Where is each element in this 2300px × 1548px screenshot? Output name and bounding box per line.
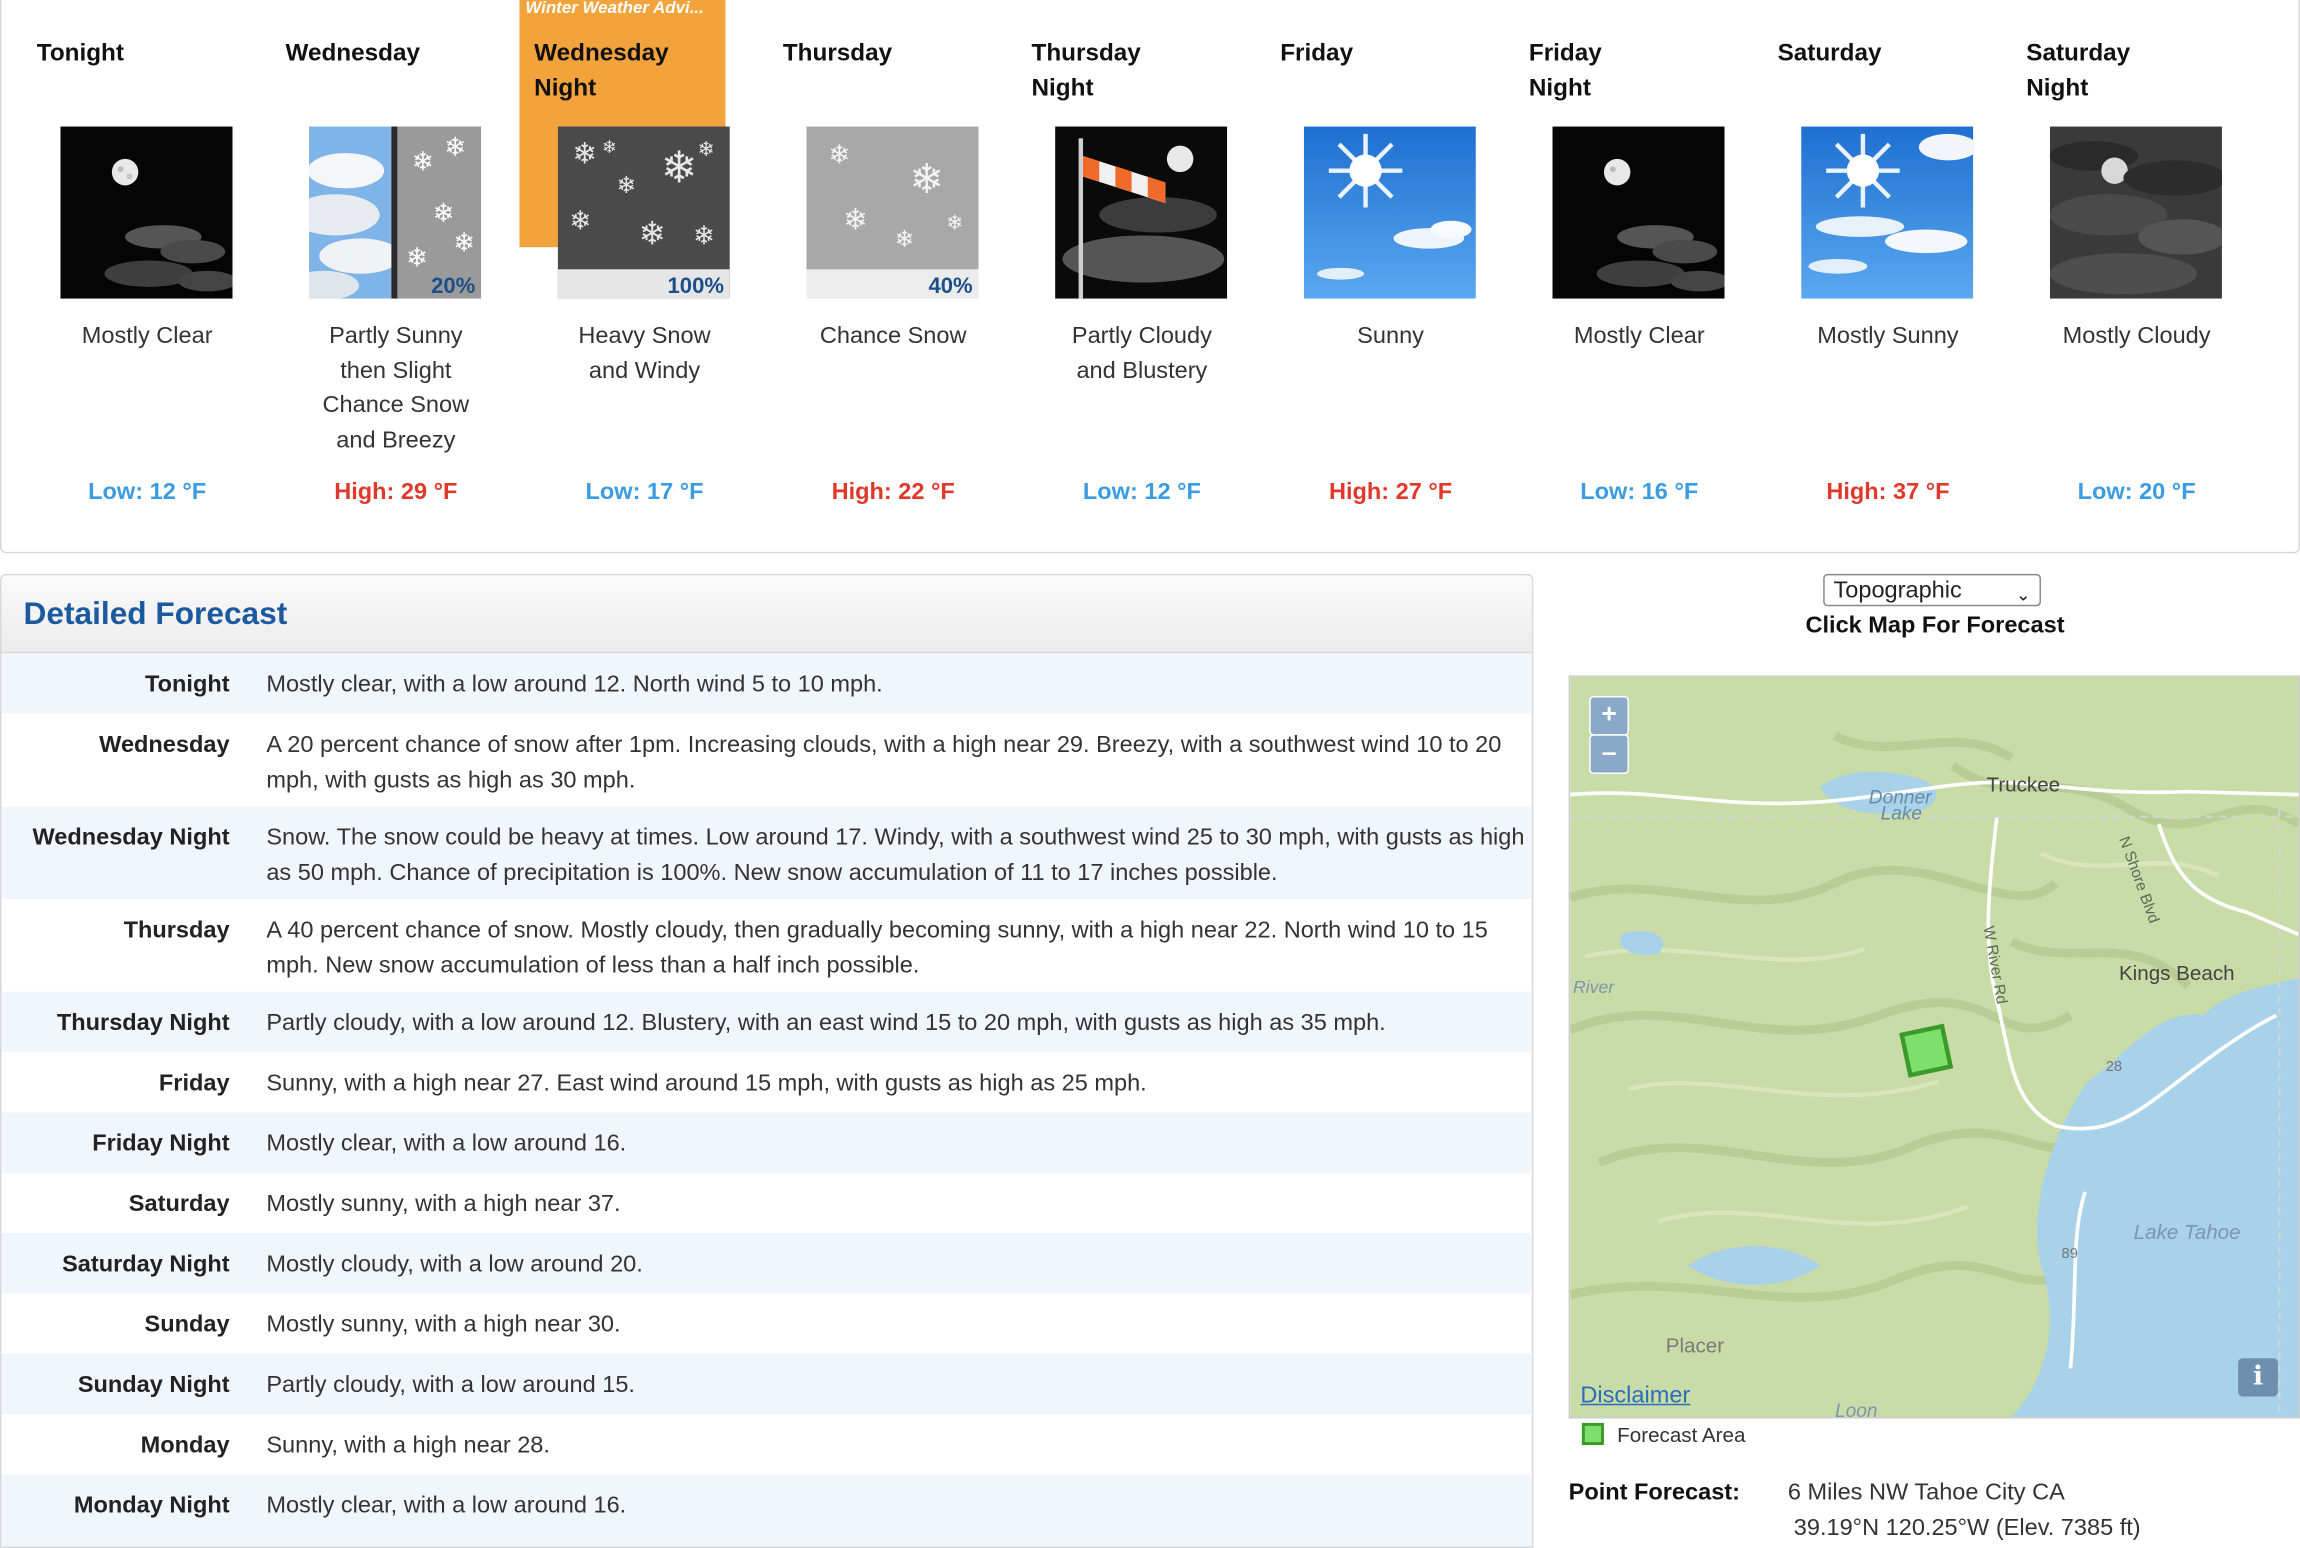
short-forecast: Partly Cloudy and Blustery [1071,323,1212,384]
short-forecast: Partly Sunny then Slight Chance Snow and Breezy [322,323,470,453]
forecast-row-text: Mostly clear, with a low around 16. [266,1131,627,1157]
svg-text:W River Rd: W River Rd [1979,924,2011,1006]
short-forecast: Mostly Cloudy [2062,323,2211,349]
short-forecast: Mostly Sunny [1817,323,1959,349]
mostly-sunny-icon[interactable] [1801,127,1973,299]
forecast-row [1,1293,1531,1353]
sun-clouds-to-snow-icon[interactable] [309,127,481,299]
forecast-row-label: Friday Night [92,1131,230,1157]
short-forecast: Sunny [1357,323,1424,349]
forecast-row-label: Saturday [128,1191,230,1217]
map-type-select[interactable] [1823,574,2041,606]
svg-text:Truckee: Truckee [1986,773,2061,797]
forecast-row [1,1233,1531,1293]
point-forecast-coords: 39.19°N 120.25°W (Elev. 7385 ft) [1793,1515,2141,1541]
forecast-row-label: Tonight [145,672,230,698]
period-name: Wednesday Night [534,39,669,102]
forecast-row-text: A 40 percent chance of snow. Mostly cloudy, then gradually becoming sunny, with a high near 22. North wind 10 to 15 mph. New snow accumulation of less than a half inch possible. [266,918,1488,978]
temp-high: High: 37 °F [1826,479,1950,505]
forecast-row-text: Partly cloudy, with a low around 12. Blustery, with an east wind 15 to 20 mph, with gusts as high as 35 mph. [266,1010,1386,1036]
forecast-row-text: Sunny, with a high near 27. East wind around 15 mph, with gusts as high as 25 mph. [266,1071,1147,1097]
svg-text:89: 89 [2061,1246,2078,1263]
period-name: Thursday Night [1031,39,1141,102]
svg-text:❄: ❄ [894,225,915,254]
forecast-row [1,653,1531,713]
map-caption: Click Map For Forecast [1805,613,2065,639]
windsock-night-icon[interactable] [1055,127,1227,299]
forecast-row [1,806,1531,899]
forecast-row-label: Thursday [123,918,230,944]
svg-text:❄: ❄ [453,227,476,259]
svg-text:N Shore Blvd: N Shore Blvd [2115,834,2163,926]
forecast-row-text: Sunny, with a high near 28. [266,1433,550,1459]
map-type-value: Topographic [1833,578,1962,604]
svg-text:20%: 20% [431,272,476,298]
svg-text:❄: ❄ [660,142,698,194]
forecast-row [1,1112,1531,1172]
forecast-row [1,1414,1531,1474]
svg-text:River: River [1573,977,1615,998]
svg-text:Kings Beach: Kings Beach [2118,962,2235,986]
forecast-row [1,1173,1531,1233]
winter-weather-advisory-label[interactable]: Winter Weather Advi... [525,0,704,18]
temp-low: Low: 12 °F [88,479,207,505]
forecast-row-label: Friday [158,1071,230,1097]
chevron-down-icon: ⌄ [2015,584,2031,605]
svg-text:❄: ❄ [444,131,467,163]
forecast-map[interactable] [1569,675,2300,1418]
svg-text:Donner: Donner [1868,787,1932,809]
short-forecast: Mostly Clear [1573,323,1705,349]
night-clear-icon[interactable] [60,127,232,299]
forecast-row-text: Mostly clear, with a low around 12. North wind 5 to 10 mph. [266,672,883,698]
short-forecast: Heavy Snow and Windy [578,323,711,384]
svg-text:❄: ❄ [406,242,429,274]
svg-text:28: 28 [2105,1059,2123,1076]
forecast-row-text: A 20 percent chance of snow after 1pm. Increasing clouds, with a high near 29. Breezy, with a southwest wind 10 to 20 mph, with gusts as high as 30 mph. [266,732,1502,793]
forecast-row-text: Mostly sunny, with a high near 37. [266,1191,621,1217]
svg-text:❄: ❄ [697,136,715,161]
svg-text:100%: 100% [667,272,724,298]
forecast-row-text: Mostly cloudy, with a low around 20. [266,1252,643,1278]
period-name: Thursday [782,39,893,67]
point-forecast-label: Point Forecast: [1568,1480,1741,1506]
period-name: Saturday [1777,39,1882,67]
forecast-row-label: Sunday [144,1312,230,1338]
forecast-area-legend-label: Forecast Area [1617,1422,1746,1447]
period-name: Friday [1280,39,1354,67]
heavy-snow-icon[interactable] [558,127,730,299]
detailed-forecast-panel [0,574,1533,1548]
zoom-in-button[interactable]: + [1589,696,1629,736]
svg-text:❄: ❄ [432,198,455,230]
temp-low: Low: 16 °F [1580,479,1699,505]
svg-text:40%: 40% [928,272,973,298]
temp-low: Low: 20 °F [2077,479,2196,505]
svg-text:❄: ❄ [828,139,851,171]
snow-icon[interactable] [806,127,978,299]
forecast-row [1,1052,1531,1112]
night-cloudy-icon[interactable] [2050,127,2222,299]
forecast-area-legend-swatch [1582,1423,1604,1445]
detailed-forecast-title: Detailed Forecast [23,595,288,632]
point-forecast-place: 6 Miles NW Tahoe City CA [1787,1480,2065,1506]
forecast-row [1,1474,1531,1546]
forecast-row-label: Wednesday [99,732,230,758]
svg-text:Loon: Loon [1834,1401,1878,1418]
svg-text:Placer: Placer [1665,1334,1725,1358]
forecast-row-text: Mostly sunny, with a high near 30. [266,1312,621,1338]
short-forecast: Chance Snow [819,323,967,349]
sunny-icon[interactable] [1304,127,1476,299]
night-clear-icon[interactable] [1552,127,1724,299]
svg-text:❄: ❄ [601,138,617,159]
temp-high: High: 29 °F [334,479,458,505]
svg-text:❄: ❄ [572,136,598,171]
zoom-out-button[interactable]: – [1589,734,1629,774]
forecast-row-label: Wednesday Night [32,825,230,851]
forecast-row-label: Monday [140,1433,230,1459]
temp-high: High: 22 °F [831,479,955,505]
map-info-button[interactable]: i [2238,1358,2278,1396]
forecast-row-text: Snow. The snow could be heavy at times. Low around 17. Windy, with a southwest wind 25 to 30 mph, with gusts as high as 50 mph. Chance of precipitation is 100%. New snow accumulation of 11 to 17 inches possible. [266,825,1525,886]
temp-low: Low: 12 °F [1082,479,1201,505]
svg-text:❄: ❄ [616,170,637,199]
disclaimer-link[interactable]: Disclaimer [1580,1383,1691,1409]
forecast-row-text: Partly cloudy, with a low around 15. [266,1372,635,1398]
svg-text:❄: ❄ [412,146,435,178]
forecast-row [1,714,1531,807]
period-name: Friday Night [1528,39,1602,102]
forecast-row-text: Mostly clear, with a low around 16. [266,1493,627,1519]
forecast-row [1,899,1531,992]
svg-text:❄: ❄ [638,214,666,253]
forecast-row-label: Monday Night [73,1493,230,1519]
forecast-row-label: Saturday Night [62,1252,230,1278]
period-name: Tonight [36,39,124,67]
svg-text:❄: ❄ [909,154,944,203]
temp-high: High: 27 °F [1328,479,1453,505]
period-name: Wednesday [285,39,420,67]
svg-text:❄: ❄ [693,220,716,252]
svg-text:Lake Tahoe: Lake Tahoe [2133,1221,2241,1245]
svg-text:❄: ❄ [569,205,592,237]
svg-text:Lake: Lake [1880,803,1923,825]
forecast-row [1,1354,1531,1414]
period-name: Saturday Night [2026,39,2131,102]
forecast-row-label: Thursday Night [56,1010,230,1036]
temp-low: Low: 17 °F [585,479,704,505]
forecast-row [1,992,1531,1052]
svg-text:❄: ❄ [843,202,868,237]
short-forecast: Mostly Clear [81,323,213,349]
svg-text:❄: ❄ [946,210,964,235]
forecast-row-label: Sunday Night [77,1372,230,1398]
forecast-area-marker [1902,1026,1951,1075]
